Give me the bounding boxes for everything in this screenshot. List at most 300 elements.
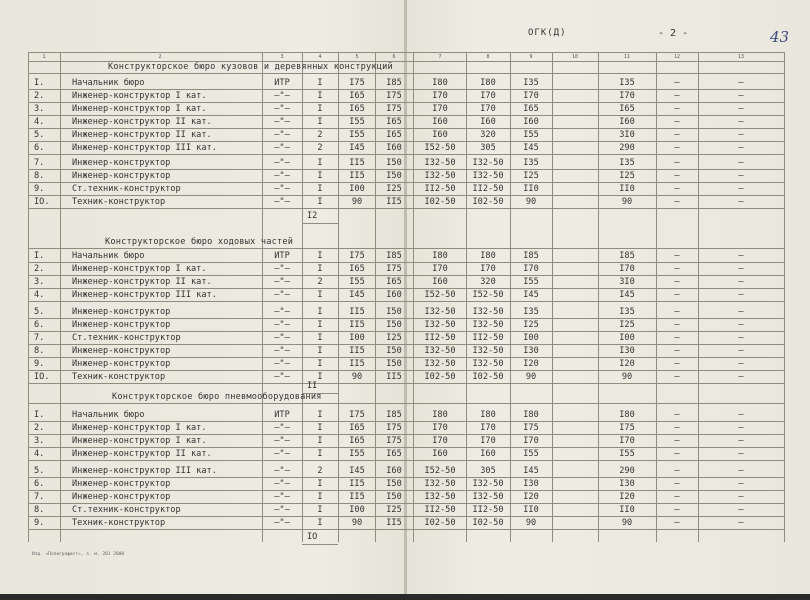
table-cell: I80 <box>523 410 539 420</box>
table-cell: – <box>674 359 680 369</box>
table-cell: I52-50 <box>424 143 456 153</box>
table-cell: – <box>674 130 680 140</box>
table-cell: II5 <box>386 197 402 207</box>
table-cell: – <box>738 436 744 446</box>
table-cell: I32-50 <box>472 320 504 330</box>
table-cell: II2-50 <box>424 505 456 515</box>
row-number: 4. <box>34 290 45 300</box>
document-code: ОГК(Д) <box>528 28 567 38</box>
table-cell: –"– <box>274 171 290 181</box>
position-title: Инженер-конструктор I кат. <box>72 104 207 114</box>
table-cell: I <box>317 264 323 274</box>
table-cell: I32-50 <box>424 320 456 330</box>
section-total: I2 <box>307 211 318 221</box>
table-cell: I25 <box>619 171 635 181</box>
table-cell: – <box>674 290 680 300</box>
table-cell: –"– <box>274 518 290 528</box>
table-cell: –"– <box>274 277 290 287</box>
position-title: Ст.техник-конструктор <box>72 184 181 194</box>
grid-line <box>28 434 784 435</box>
table-cell: I <box>317 518 323 528</box>
table-cell: I60 <box>386 290 402 300</box>
position-title: Инженер-конструктор II кат. <box>72 449 212 459</box>
table-cell: I60 <box>432 117 448 127</box>
table-cell: I65 <box>349 423 365 433</box>
table-cell: 2 <box>317 130 323 140</box>
table-cell: I55 <box>619 449 635 459</box>
table-cell: I75 <box>349 410 365 420</box>
table-cell: 320 <box>480 130 496 140</box>
grid-line <box>28 344 784 345</box>
section-total: II <box>307 381 318 391</box>
table-cell: I70 <box>432 104 448 114</box>
table-cell: I80 <box>480 251 496 261</box>
grid-line <box>784 52 785 542</box>
grid-line <box>302 223 338 224</box>
position-title: Инженер-конструктор <box>72 307 171 317</box>
table-cell: I52-50 <box>424 290 456 300</box>
section-title: Конструкторское бюро ходовых частей <box>105 237 294 247</box>
row-number: 7. <box>34 492 45 502</box>
table-cell: 90 <box>621 518 633 528</box>
table-cell: – <box>674 91 680 101</box>
grid-line <box>28 89 784 90</box>
table-cell: – <box>674 320 680 330</box>
table-cell: I32-50 <box>424 171 456 181</box>
column-number: 4 <box>318 54 322 60</box>
table-cell: –"– <box>274 184 290 194</box>
grid-line <box>28 477 784 478</box>
position-title: Инженер-конструктор I кат. <box>72 264 207 274</box>
table-cell: I75 <box>386 264 402 274</box>
table-cell: I02-50 <box>424 518 456 528</box>
table-cell: – <box>674 104 680 114</box>
table-cell: II2-50 <box>472 505 504 515</box>
table-cell: –"– <box>274 479 290 489</box>
column-number: 3 <box>280 54 284 60</box>
column-number: 12 <box>673 54 681 60</box>
table-cell: I32-50 <box>424 479 456 489</box>
table-cell: I65 <box>386 277 402 287</box>
table-cell: I <box>317 91 323 101</box>
table-cell: I <box>317 158 323 168</box>
table-cell: I80 <box>432 410 448 420</box>
table-cell: –"– <box>274 264 290 274</box>
table-cell: – <box>674 346 680 356</box>
position-title: Инженер-конструктор I кат. <box>72 91 207 101</box>
table-cell: – <box>738 184 744 194</box>
table-cell: I32-50 <box>472 492 504 502</box>
table-cell: I <box>317 104 323 114</box>
table-cell: I32-50 <box>472 307 504 317</box>
column-number: 9 <box>529 54 533 60</box>
table-cell: – <box>674 143 680 153</box>
table-cell: I00 <box>349 184 365 194</box>
grid-line <box>28 447 784 448</box>
table-cell: – <box>674 171 680 181</box>
position-title: Инженер-конструктор II кат. <box>72 277 212 287</box>
column-number: 1 <box>42 54 46 60</box>
table-cell: – <box>738 171 744 181</box>
grid-line <box>28 370 784 371</box>
table-cell: I <box>317 423 323 433</box>
position-title: Инженер-конструктор <box>72 171 171 181</box>
table-cell: I20 <box>523 359 539 369</box>
table-cell: – <box>738 264 744 274</box>
table-cell: I25 <box>523 171 539 181</box>
table-cell: –"– <box>274 359 290 369</box>
table-cell: I45 <box>349 466 365 476</box>
table-cell: II5 <box>349 492 365 502</box>
table-cell: I25 <box>386 184 402 194</box>
table-cell: II2-50 <box>472 184 504 194</box>
table-cell: I25 <box>386 505 402 515</box>
table-cell: – <box>674 466 680 476</box>
table-cell: I80 <box>480 410 496 420</box>
position-title: Начальник бюро <box>72 251 145 261</box>
table-cell: I32-50 <box>472 158 504 168</box>
row-number: 3. <box>34 104 45 114</box>
table-cell: II0 <box>523 505 539 515</box>
table-cell: I00 <box>619 333 635 343</box>
table-cell: – <box>738 479 744 489</box>
row-number: 9. <box>34 359 45 369</box>
table-cell: I52-50 <box>472 290 504 300</box>
table-cell: I70 <box>523 91 539 101</box>
row-number: 6. <box>34 479 45 489</box>
table-cell: I32-50 <box>472 479 504 489</box>
table-cell: 320 <box>480 277 496 287</box>
table-cell: I <box>317 449 323 459</box>
grid-line <box>28 357 784 358</box>
position-title: Техник-конструктор <box>72 197 166 207</box>
table-cell: I35 <box>523 78 539 88</box>
table-cell: I60 <box>480 117 496 127</box>
table-cell: II5 <box>349 307 365 317</box>
table-cell: 2 <box>317 277 323 287</box>
table-cell: I70 <box>432 264 448 274</box>
table-cell: – <box>738 117 744 127</box>
table-cell: 305 <box>480 466 496 476</box>
table-cell: – <box>674 518 680 528</box>
table-cell: II5 <box>349 171 365 181</box>
table-cell: – <box>674 372 680 382</box>
table-cell: – <box>738 346 744 356</box>
table-cell: –"– <box>274 104 290 114</box>
table-cell: II5 <box>349 359 365 369</box>
table-cell: – <box>738 449 744 459</box>
table-cell: I <box>317 307 323 317</box>
table-cell: I75 <box>349 251 365 261</box>
table-cell: I85 <box>523 251 539 261</box>
grid-line <box>60 52 61 542</box>
table-cell: 90 <box>621 197 633 207</box>
grid-line <box>28 503 784 504</box>
grid-line <box>598 52 599 542</box>
table-cell: 290 <box>619 466 635 476</box>
column-number: 5 <box>355 54 359 60</box>
table-cell: I45 <box>619 290 635 300</box>
table-cell: I55 <box>349 130 365 140</box>
table-cell: – <box>738 466 744 476</box>
table-cell: –"– <box>274 91 290 101</box>
grid-line <box>28 128 784 129</box>
table-cell: – <box>674 197 680 207</box>
table-cell: I25 <box>619 320 635 330</box>
table-cell: 3I0 <box>619 130 635 140</box>
position-title: Инженер-конструктор III кат. <box>72 290 217 300</box>
table-cell: –"– <box>274 117 290 127</box>
table-cell: I00 <box>523 333 539 343</box>
table-cell: I30 <box>523 479 539 489</box>
grid-line <box>28 460 784 461</box>
table-cell: I80 <box>480 78 496 88</box>
table-cell: – <box>674 184 680 194</box>
table-cell: I02-50 <box>424 197 456 207</box>
table-cell: I65 <box>523 104 539 114</box>
table-cell: I35 <box>619 78 635 88</box>
row-number: 8. <box>34 505 45 515</box>
printer-imprint: Изд. «Полиграфист», з. м. 201 2000 <box>32 552 125 557</box>
table-cell: I70 <box>432 423 448 433</box>
table-cell: I50 <box>386 158 402 168</box>
table-cell: I65 <box>619 104 635 114</box>
grid-line <box>28 288 784 289</box>
row-number: 6. <box>34 320 45 330</box>
position-title: Инженер-конструктор <box>72 479 171 489</box>
table-cell: II2-50 <box>472 333 504 343</box>
table-cell: – <box>738 197 744 207</box>
row-number: 5. <box>34 307 45 317</box>
table-cell: I65 <box>386 130 402 140</box>
table-cell: I02-50 <box>472 518 504 528</box>
row-number: 3. <box>34 277 45 287</box>
grid-line <box>28 169 784 170</box>
page-number: - 2 - <box>658 28 689 39</box>
table-cell: II0 <box>619 505 635 515</box>
grid-line <box>28 383 784 384</box>
table-cell: I <box>317 505 323 515</box>
table-cell: I70 <box>432 436 448 446</box>
position-title: Инженер-конструктор <box>72 492 171 502</box>
table-cell: – <box>674 410 680 420</box>
table-cell: I <box>317 346 323 356</box>
table-cell: – <box>738 505 744 515</box>
row-number: IO. <box>34 197 50 207</box>
table-cell: I60 <box>480 449 496 459</box>
table-cell: –"– <box>274 466 290 476</box>
row-number: 2. <box>34 91 45 101</box>
table-cell: I <box>317 320 323 330</box>
table-cell: – <box>738 359 744 369</box>
grid-line <box>28 275 784 276</box>
grid-line <box>28 141 784 142</box>
table-cell: – <box>738 104 744 114</box>
table-cell: I32-50 <box>424 307 456 317</box>
table-cell: –"– <box>274 492 290 502</box>
table-cell: I55 <box>349 449 365 459</box>
position-title: Инженер-конструктор <box>72 359 171 369</box>
table-cell: –"– <box>274 158 290 168</box>
position-title: Техник-конструктор <box>72 518 166 528</box>
table-cell: II0 <box>523 184 539 194</box>
table-cell: – <box>738 307 744 317</box>
table-cell: I50 <box>386 171 402 181</box>
table-cell: I70 <box>432 91 448 101</box>
table-cell: –"– <box>274 290 290 300</box>
table-cell: II5 <box>349 346 365 356</box>
row-number: I. <box>34 251 45 261</box>
row-number: 5. <box>34 466 45 476</box>
table-cell: I80 <box>619 410 635 420</box>
table-cell: II2-50 <box>424 184 456 194</box>
grid-line <box>28 248 784 249</box>
column-number: 6 <box>392 54 396 60</box>
table-cell: I <box>317 410 323 420</box>
position-title: Инженер-конструктор I кат. <box>72 423 207 433</box>
table-cell: I75 <box>349 78 365 88</box>
table-cell: I50 <box>386 320 402 330</box>
table-cell: 90 <box>621 372 633 382</box>
table-cell: I70 <box>619 91 635 101</box>
section-title: Конструкторское бюро пневмооборудования <box>112 392 322 402</box>
table-cell: – <box>738 143 744 153</box>
row-number: 7. <box>34 158 45 168</box>
table-cell: 90 <box>525 518 537 528</box>
table-cell: – <box>738 492 744 502</box>
grid-line <box>28 52 784 53</box>
table-cell: 290 <box>619 143 635 153</box>
grid-line <box>302 544 338 545</box>
table-cell: I55 <box>349 277 365 287</box>
table-cell: I60 <box>432 277 448 287</box>
table-cell: I00 <box>349 333 365 343</box>
table-cell: 90 <box>351 518 363 528</box>
table-cell: ИТР <box>274 78 290 88</box>
grid-line <box>28 421 784 422</box>
table-cell: I85 <box>619 251 635 261</box>
row-number: 9. <box>34 518 45 528</box>
table-cell: I65 <box>386 117 402 127</box>
table-cell: I25 <box>386 333 402 343</box>
table-cell: – <box>674 78 680 88</box>
table-cell: I <box>317 479 323 489</box>
table-cell: –"– <box>274 143 290 153</box>
grid-line <box>28 403 784 404</box>
position-title: Инженер-конструктор II кат. <box>72 130 212 140</box>
table-cell: I32-50 <box>424 346 456 356</box>
row-number: 6. <box>34 143 45 153</box>
table-cell: – <box>738 320 744 330</box>
table-cell: I55 <box>523 130 539 140</box>
table-cell: I60 <box>619 117 635 127</box>
table-cell: I85 <box>386 251 402 261</box>
table-cell: ИТР <box>274 410 290 420</box>
position-title: Инженер-конструктор III кат. <box>72 143 217 153</box>
table-cell: I80 <box>432 78 448 88</box>
table-cell: – <box>738 277 744 287</box>
table-cell: I70 <box>480 91 496 101</box>
table-cell: I75 <box>386 423 402 433</box>
table-cell: I02-50 <box>424 372 456 382</box>
table-cell: 90 <box>351 197 363 207</box>
table-cell: –"– <box>274 320 290 330</box>
table-cell: I35 <box>619 307 635 317</box>
table-cell: – <box>738 78 744 88</box>
table-cell: I <box>317 492 323 502</box>
row-number: 2. <box>34 423 45 433</box>
table-cell: 2 <box>317 143 323 153</box>
table-cell: I70 <box>619 436 635 446</box>
table-cell: –"– <box>274 346 290 356</box>
table-cell: I35 <box>523 158 539 168</box>
table-cell: I02-50 <box>472 197 504 207</box>
table-cell: II2-50 <box>424 333 456 343</box>
table-cell: I32-50 <box>424 492 456 502</box>
table-cell: I <box>317 171 323 181</box>
table-cell: I65 <box>349 104 365 114</box>
row-number: 4. <box>34 449 45 459</box>
table-cell: I <box>317 184 323 194</box>
table-cell: I60 <box>386 143 402 153</box>
table-cell: –"– <box>274 307 290 317</box>
table-cell: –"– <box>274 423 290 433</box>
table-cell: I30 <box>619 479 635 489</box>
table-cell: I65 <box>349 91 365 101</box>
table-cell: ИТР <box>274 251 290 261</box>
table-cell: I60 <box>386 466 402 476</box>
table-cell: II5 <box>349 158 365 168</box>
table-cell: –"– <box>274 130 290 140</box>
table-cell: I20 <box>619 359 635 369</box>
table-cell: I <box>317 117 323 127</box>
grid-line <box>28 182 784 183</box>
table-cell: – <box>738 130 744 140</box>
table-cell: – <box>674 117 680 127</box>
table-cell: I55 <box>523 277 539 287</box>
table-cell: I50 <box>386 346 402 356</box>
table-cell: –"– <box>274 449 290 459</box>
table-cell: I65 <box>349 436 365 446</box>
table-cell: – <box>674 307 680 317</box>
grid-line <box>28 195 784 196</box>
grid-line <box>28 516 784 517</box>
column-number: 8 <box>486 54 490 60</box>
table-cell: I35 <box>523 307 539 317</box>
table-cell: – <box>674 333 680 343</box>
table-cell: –"– <box>274 372 290 382</box>
table-cell: I55 <box>349 117 365 127</box>
table-cell: I32-50 <box>424 158 456 168</box>
table-cell: I02-50 <box>472 372 504 382</box>
table-cell: – <box>674 277 680 287</box>
column-number: 10 <box>571 54 579 60</box>
row-number: 8. <box>34 171 45 181</box>
position-title: Начальник бюро <box>72 410 145 420</box>
table-cell: I <box>317 78 323 88</box>
grid-line <box>28 490 784 491</box>
table-cell: – <box>674 449 680 459</box>
table-cell: I <box>317 372 323 382</box>
table-cell: 2 <box>317 466 323 476</box>
table-cell: – <box>674 158 680 168</box>
table-cell: I55 <box>523 449 539 459</box>
position-title: Ст.техник-конструктор <box>72 505 181 515</box>
table-cell: I25 <box>523 320 539 330</box>
table-cell: – <box>738 423 744 433</box>
table-cell: I35 <box>619 158 635 168</box>
table-cell: – <box>674 505 680 515</box>
